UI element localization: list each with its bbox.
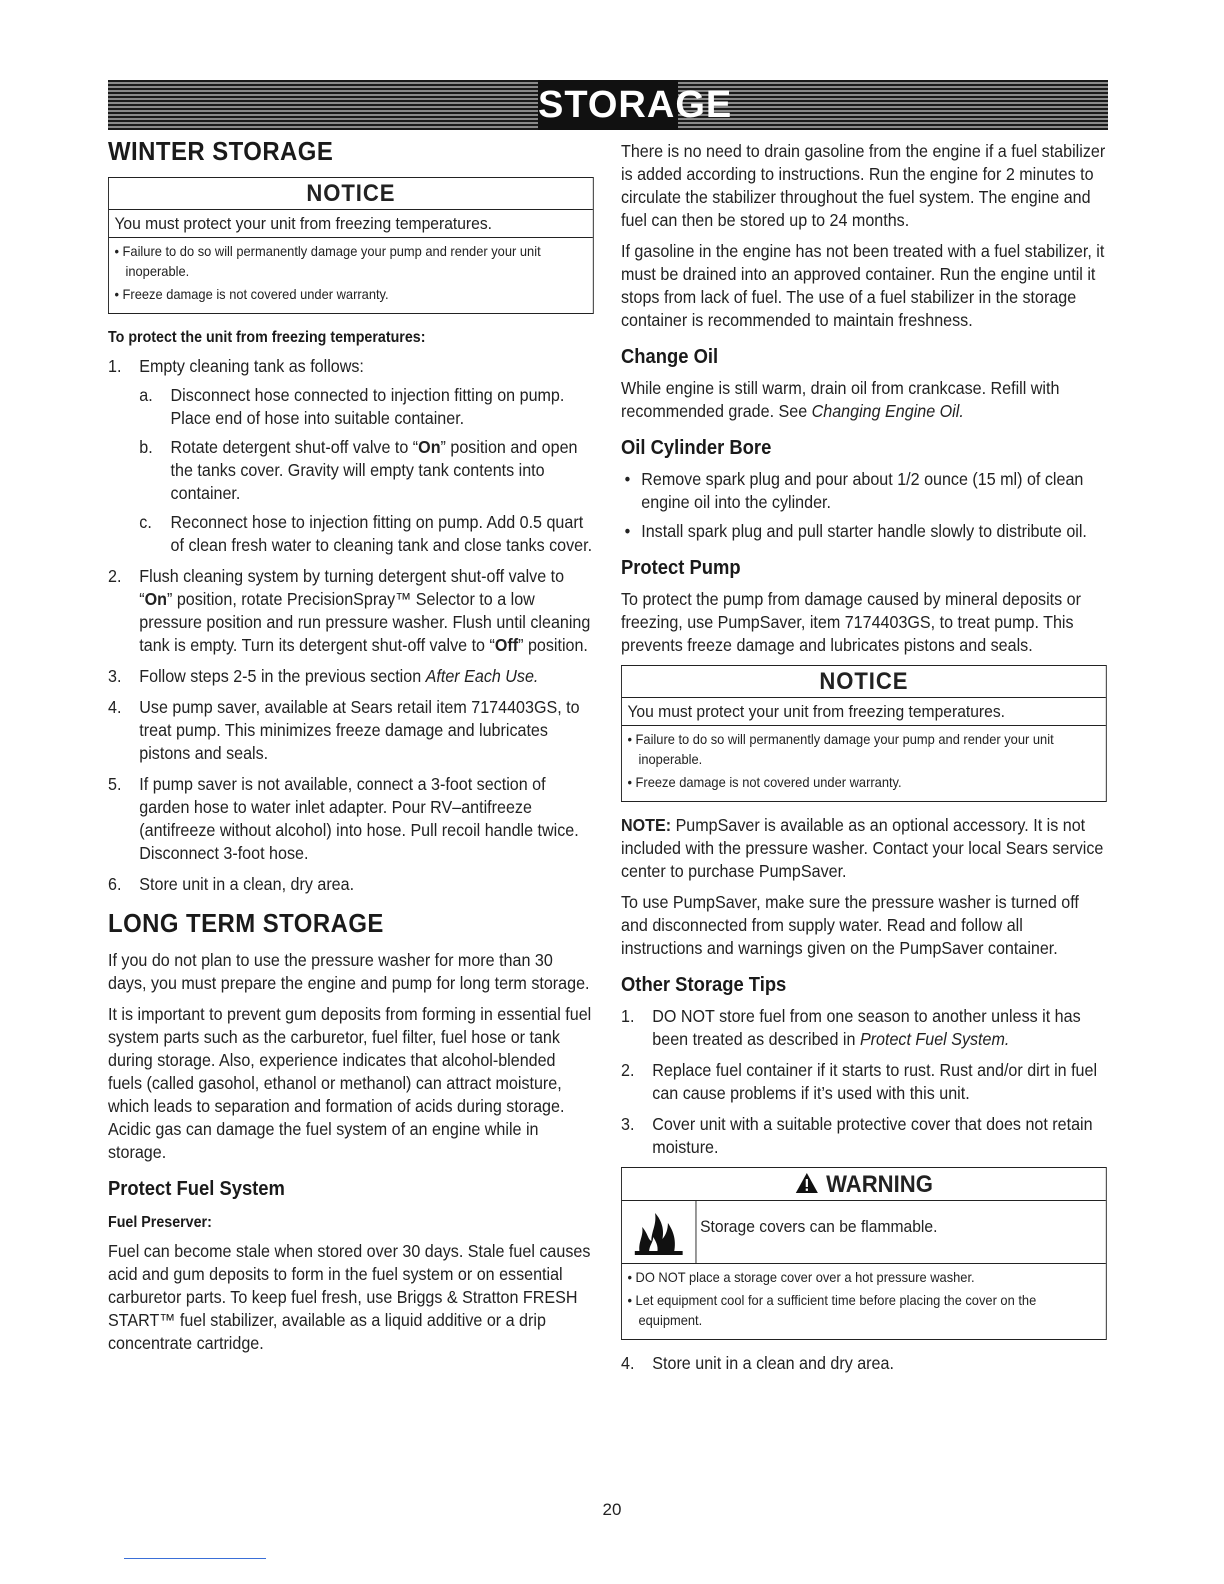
- notice-bullet: • Failure to do so will permanently damage your pump and render your unit inoperable.: [627, 731, 1054, 767]
- substep-item: c. Reconnect hose to injection fitting on pump. Add 0.5 quart of clean fresh water to cleaning tank and close tanks cover.: [139, 512, 593, 555]
- fire-hazard-icon: [622, 1201, 697, 1263]
- notice-bullet: • Failure to do so will permanently damage your pump and render your unit inoperable.: [114, 243, 541, 279]
- cylinder-bore-list: [621, 468, 1107, 543]
- warning-statement: Storage covers can be flammable.: [700, 1217, 938, 1236]
- pumpsaver-use-paragraph: To use PumpSaver, make sure the pressure washer is turned off and disconnected from supply water. Read and follow all instructions and warnings given on the PumpSaver container.: [621, 892, 1079, 958]
- bullet-item: • Remove spark plug and pour about 1/2 ounce (15 ml) of clean engine oil into the cylinder.: [621, 468, 1107, 514]
- right-column: [621, 140, 1107, 1383]
- tip-item: 2. Replace fuel container if it starts to rust. Rust and/or dirt in fuel can cause problems if it’s used with this unit.: [621, 1060, 1098, 1103]
- step-item: 1. Empty cleaning tank as follows: a. Disconnect hose connected to injection fitting on pump. Place end of hose into suitable container. b. Rotate detergent shut-off valve to “On” position and open the tanks cover. Gravity will empty tank contents into container. c. Reconnect hose to injection fitting on pump. Add 0.5 quart of clean fresh water to cleaning tank and close tanks cover.: [108, 356, 593, 555]
- substep-item: b. Rotate detergent shut-off valve to “On” position and open the tanks cover. Gravity will empty tank contents into container.: [139, 437, 578, 503]
- long-term-paragraph: If you do not plan to use the pressure washer for more than 30 days, you must prepare the engine and pump for long term storage.: [108, 950, 590, 993]
- change-oil-paragraph: While engine is still warm, drain oil from crankcase. Refill with recommended grade. See Changing Engine Oil.: [621, 378, 1060, 421]
- step-item: 4. Use pump saver, available at Sears retail item 7174403GS, to treat pump. This minimizes freeze damage and lubricates pistons and seals.: [108, 697, 580, 763]
- tip-item: 1. DO NOT store fuel from one season to another unless it has been treated as described in Protect Fuel System.: [621, 1006, 1081, 1049]
- notice-bullet: • Freeze damage is not covered under warranty.: [627, 774, 902, 790]
- tip-item: 3. Cover unit with a suitable protective cover that does not retain moisture.: [621, 1114, 1093, 1157]
- warning-triangle-icon: [795, 1172, 819, 1194]
- footer-line: [124, 1558, 266, 1559]
- warning-box: [621, 1167, 1107, 1340]
- tips-list: [621, 1005, 1107, 1159]
- step-item: 5. If pump saver is not available, connect a 3-foot section of garden hose to water inlet adapter. Pour RV–antifreeze (antifreeze without alcohol) into hose. Pull recoil handle twice. Disconnect 3-foot hose.: [108, 774, 579, 863]
- substep-item: a. Disconnect hose connected to injection fitting on pump. Place end of hose into suitable container.: [139, 385, 565, 428]
- note-paragraph: NOTE: PumpSaver is available as an optional accessory. It is not included with the pressure washer. Contact your local Sears service center to purchase PumpSaver.: [621, 815, 1104, 881]
- step-item: 2. Flush cleaning system by turning detergent shut-off valve to “On” position, rotate PrecisionSpray™ Selector to a low pressure position and run pressure washer. Flush until cleaning tank is empty. Turn its detergent shut-off valve to “Off” position.: [108, 566, 591, 655]
- step-item: 6. Store unit in a clean, dry area.: [108, 874, 355, 894]
- winter-steps: [108, 355, 594, 896]
- stabilizer-paragraph: There is no need to drain gasoline from the engine if a fuel stabilizer is added according to instructions. Run the engine for 2 minutes to circulate the stabilizer throughout the fuel system. The engine and fuel can then be stored up to 24 months.: [621, 141, 1106, 230]
- protect-pump-paragraph: To protect the pump from damage caused by mineral deposits or freezing, use PumpSaver, item 7174403GS, to treat pump. This prevents freeze damage and lubricates pistons and seals.: [621, 589, 1081, 655]
- long-term-storage-heading: LONG TERM STORAGE: [108, 908, 384, 938]
- protect-unit-heading: To protect the unit from freezing temperatures:: [108, 329, 426, 346]
- notice-title: NOTICE: [109, 178, 593, 210]
- fuel-preserver-paragraph: Fuel can become stale when stored over 30 days. Stale fuel causes acid and gum deposits to form in the fuel system or on essential carburetor parts. To keep fuel fresh, use Briggs & Stratton FRESH START™ fuel stabilizer, available as a liquid additive or a drip concentrate cartridge.: [108, 1241, 591, 1353]
- winter-storage-heading: WINTER STORAGE: [108, 136, 334, 166]
- tip-item: 4. Store unit in a clean and dry area.: [621, 1353, 894, 1373]
- long-term-paragraph: It is important to prevent gum deposits from forming in essential fuel system parts such as the carburetor, fuel filter, fuel hose or tank during storage. Also, experience indicates that alcohol-blended fuels (called gasohol, ethanol or methanol) can attract moisture, which leads to separation and formation of acids during storage. Acidic gas can damage the fuel system of an engine while in storage.: [108, 1004, 592, 1162]
- protect-fuel-heading: Protect Fuel System: [108, 1178, 285, 1200]
- bullet-item: • Install spark plug and pull starter handle slowly to distribute oil.: [621, 520, 1107, 543]
- oil-cylinder-bore-heading: Oil Cylinder Bore: [621, 437, 772, 459]
- notice-subtitle: You must protect your unit from freezing temperatures.: [109, 210, 593, 238]
- warning-title: WARNING: [622, 1168, 1106, 1201]
- protect-pump-heading: Protect Pump: [621, 557, 741, 579]
- notice-title: NOTICE: [622, 666, 1106, 698]
- warning-bullet: • DO NOT place a storage cover over a hot pressure washer.: [627, 1269, 975, 1285]
- fuel-preserver-heading: Fuel Preserver:: [108, 1214, 212, 1231]
- notice-bullet: • Freeze damage is not covered under warranty.: [114, 286, 389, 302]
- other-storage-tips-heading: Other Storage Tips: [621, 974, 787, 996]
- substeps: [139, 384, 593, 557]
- left-column: [108, 136, 594, 1363]
- drain-paragraph: If gasoline in the engine has not been treated with a fuel stabilizer, it must be drained into an approved container. Run the engine until it stops from lack of fuel. The use of a fuel stabilizer in the storage container is recommended to maintain freshness.: [621, 241, 1105, 330]
- notice-box: [621, 665, 1107, 802]
- change-oil-heading: Change Oil: [621, 346, 719, 368]
- tips-list-continued: [621, 1352, 1107, 1375]
- step-item: 3. Follow steps 2-5 in the previous section After Each Use.: [108, 666, 539, 686]
- warning-bullet: • Let equipment cool for a sufficient time before placing the cover on the equipment.: [627, 1292, 1037, 1328]
- notice-box: [108, 177, 594, 314]
- page-number: 20: [602, 1500, 622, 1519]
- notice-subtitle: You must protect your unit from freezing temperatures.: [622, 698, 1106, 726]
- banner-title: STORAGE: [538, 80, 678, 130]
